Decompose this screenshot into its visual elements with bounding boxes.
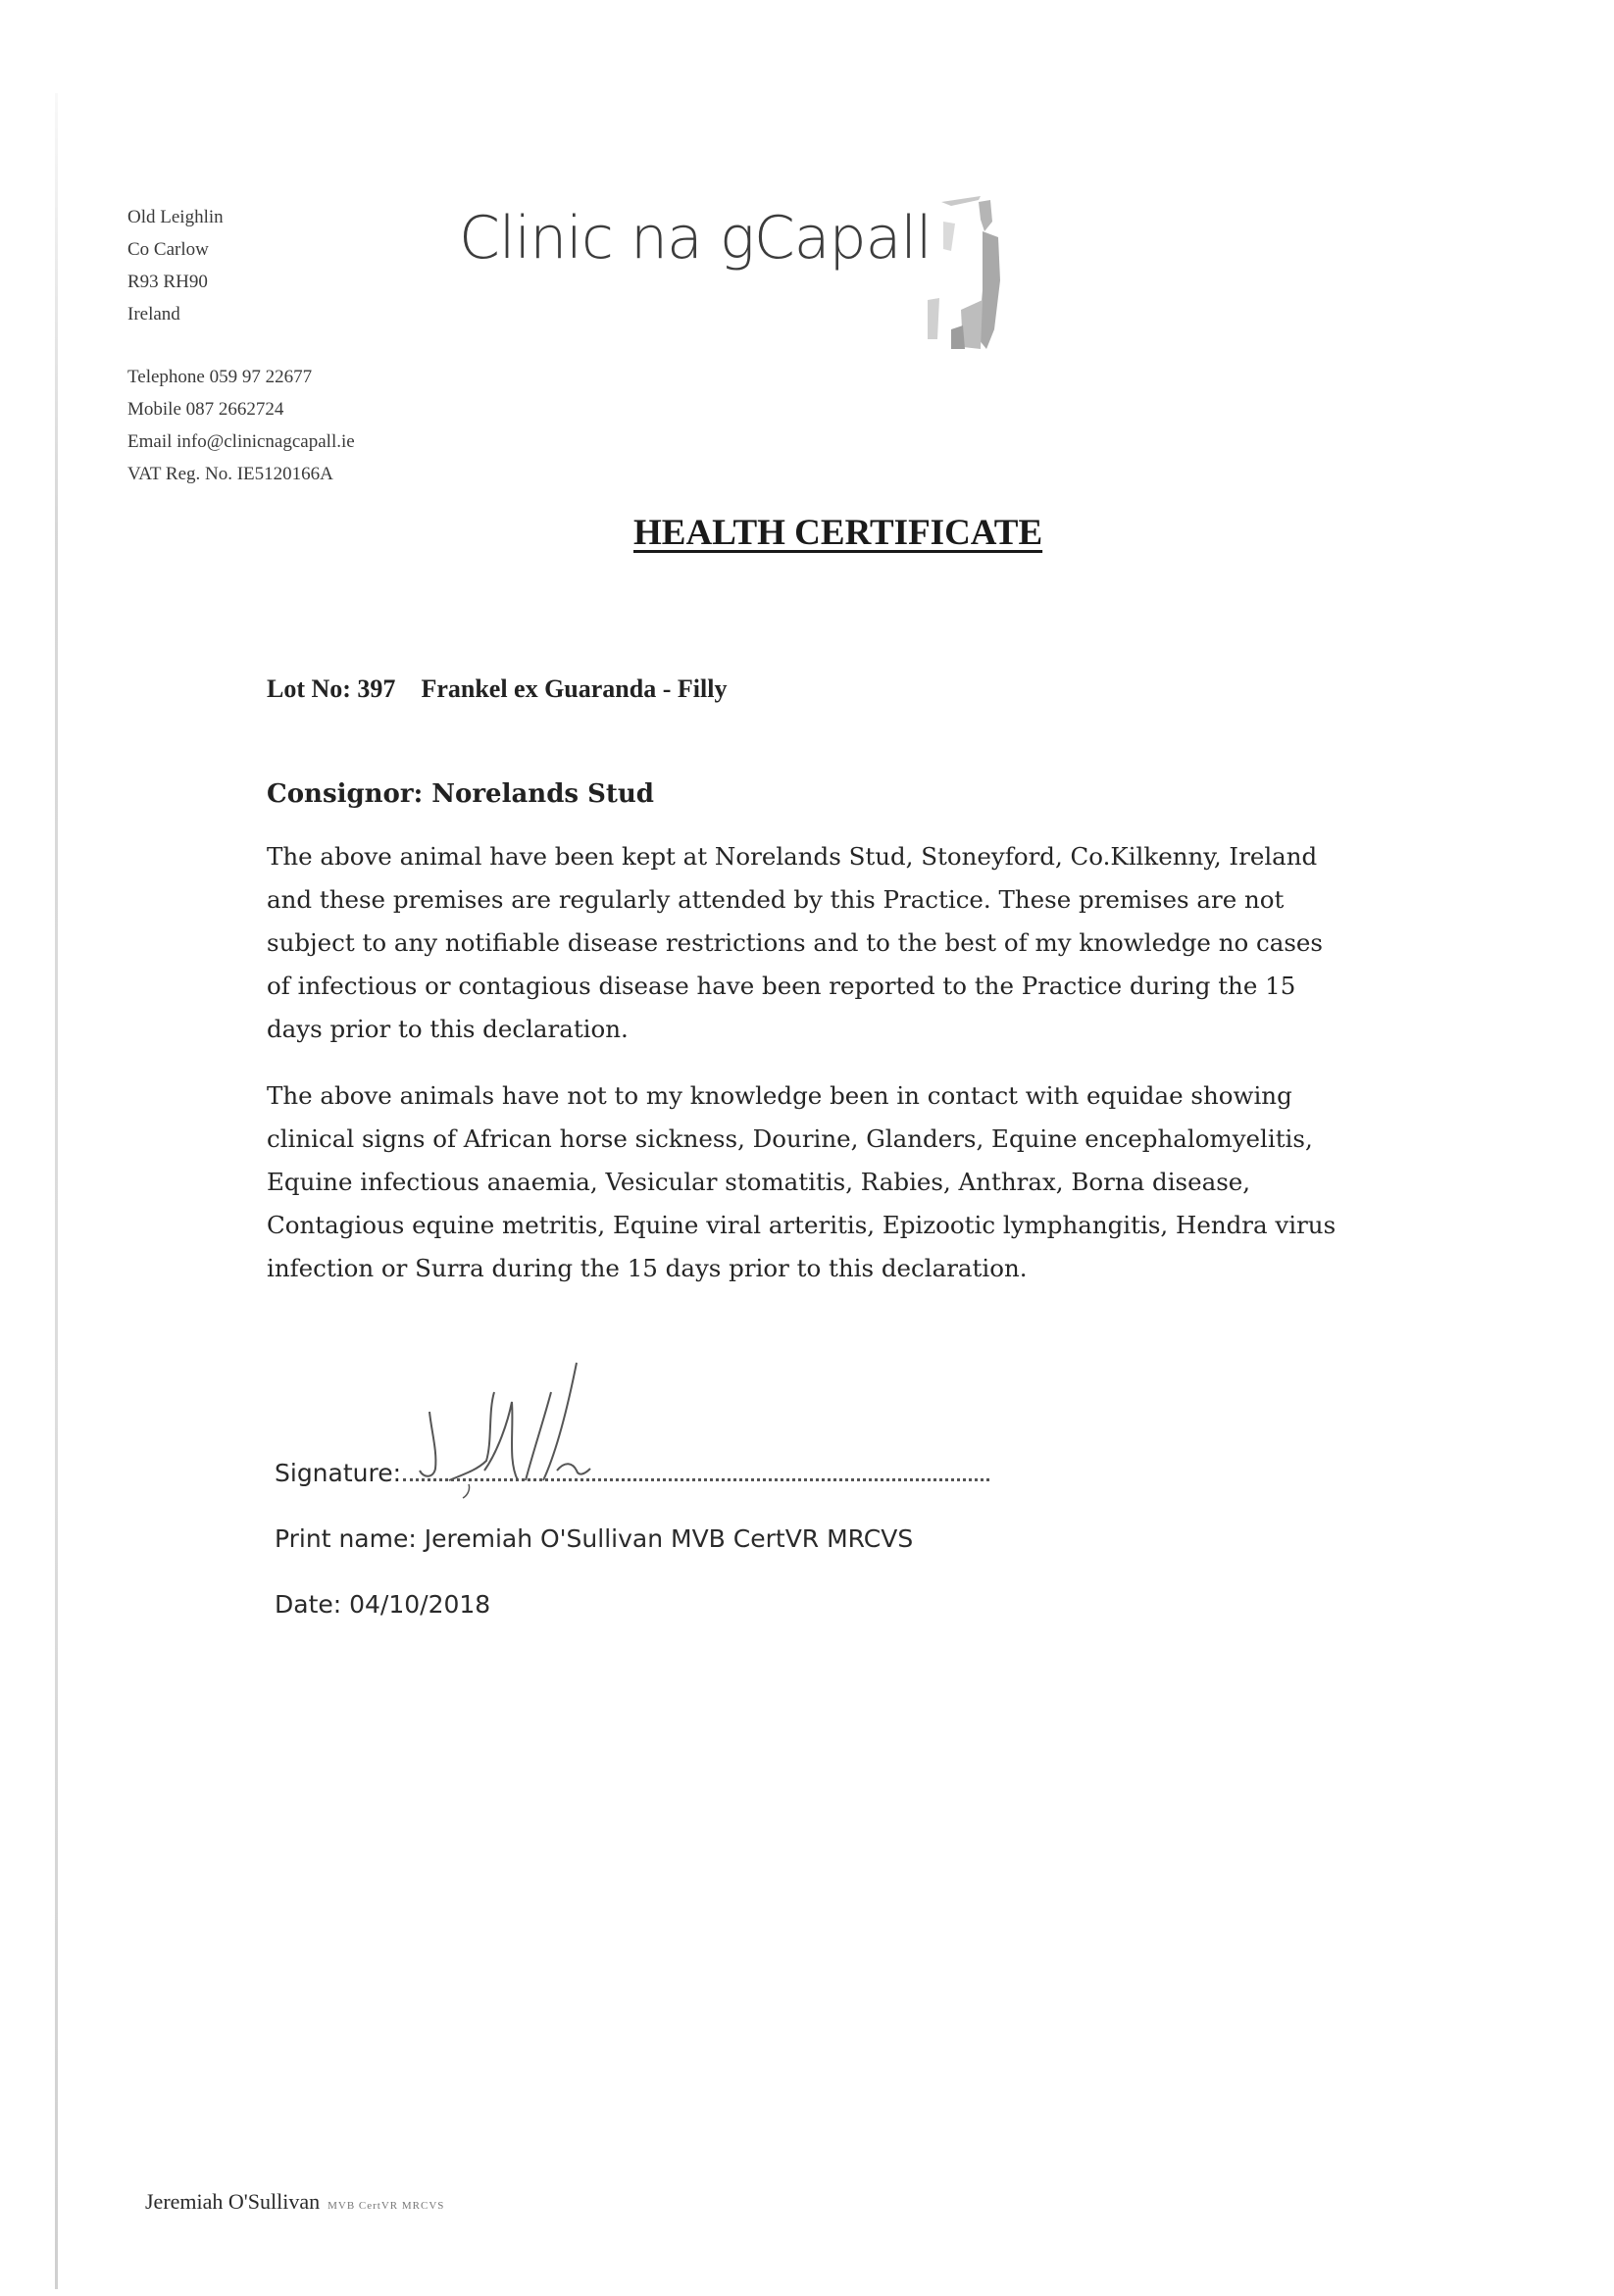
clinic-address xyxy=(127,201,224,330)
signature-line xyxy=(275,1459,989,1487)
paragraph-line: clinical signs of African horse sickness, Dourine, Glanders, Equine encephalomyelitis, xyxy=(267,1124,1313,1153)
paragraph-line: and these premises are regularly attended by this Practice. These premises are not xyxy=(267,885,1285,914)
lot-number: Lot No: 397 xyxy=(267,674,396,703)
paragraph-line: subject to any notifiable disease restrictions and to the best of my knowledge no cases xyxy=(267,928,1324,957)
mobile: Mobile 087 2662724 xyxy=(127,399,284,420)
telephone: Telephone 059 97 22677 xyxy=(127,367,313,387)
lot-line xyxy=(267,674,727,704)
footer-qualifications: MVB CertVR MRCVS xyxy=(328,2200,445,2212)
email: Email info@clinicnagcapall.ie xyxy=(127,431,355,452)
signature-label: Signature: xyxy=(275,1459,402,1487)
consignor: Consignor: Norelands Stud xyxy=(267,779,654,809)
address-line: R93 RH90 xyxy=(127,272,208,292)
paragraph-line: days prior to this declaration. xyxy=(267,1015,629,1043)
paragraph-line: Equine infectious anaemia, Vesicular stomatitis, Rabies, Anthrax, Borna disease, xyxy=(267,1168,1251,1196)
footer xyxy=(145,2189,444,2215)
lot-description: Frankel ex Guaranda - Filly xyxy=(421,674,728,703)
disease-contact-paragraph xyxy=(267,1074,1336,1290)
address-line: Ireland xyxy=(127,304,180,324)
scan-edge xyxy=(55,93,58,2289)
paragraph-line: Contagious equine metritis, Equine viral arteritis, Epizootic lymphangitis, Hendra virus xyxy=(267,1211,1337,1239)
print-name: Print name: Jeremiah O'Sullivan MVB CertVR MRCVS xyxy=(275,1524,914,1553)
premises-paragraph xyxy=(267,835,1323,1051)
vat-reg: VAT Reg. No. IE5120166A xyxy=(127,464,333,484)
certificate-date: Date: 04/10/2018 xyxy=(275,1590,491,1619)
paragraph-line: The above animals have not to my knowledge been in contact with equidae showing xyxy=(267,1081,1292,1110)
address-line: Old Leighlin xyxy=(127,207,224,227)
clinic-contact xyxy=(127,361,355,490)
clinic-logo-text: Clinic na gCapall xyxy=(459,204,932,273)
certificate-title: HEALTH CERTIFICATE xyxy=(633,513,1043,553)
horse-logo-icon xyxy=(922,192,1020,354)
paragraph-line: of infectious or contagious disease have been reported to the Practice during the 15 xyxy=(267,972,1296,1000)
footer-name: Jeremiah O'Sullivan xyxy=(145,2189,321,2214)
address-line: Co Carlow xyxy=(127,239,209,260)
signature-dotted-line xyxy=(403,1461,989,1481)
paragraph-line: The above animal have been kept at Norelands Stud, Stoneyford, Co.Kilkenny, Ireland xyxy=(267,842,1318,871)
paragraph-line: infection or Surra during the 15 days prior to this declaration. xyxy=(267,1254,1028,1282)
